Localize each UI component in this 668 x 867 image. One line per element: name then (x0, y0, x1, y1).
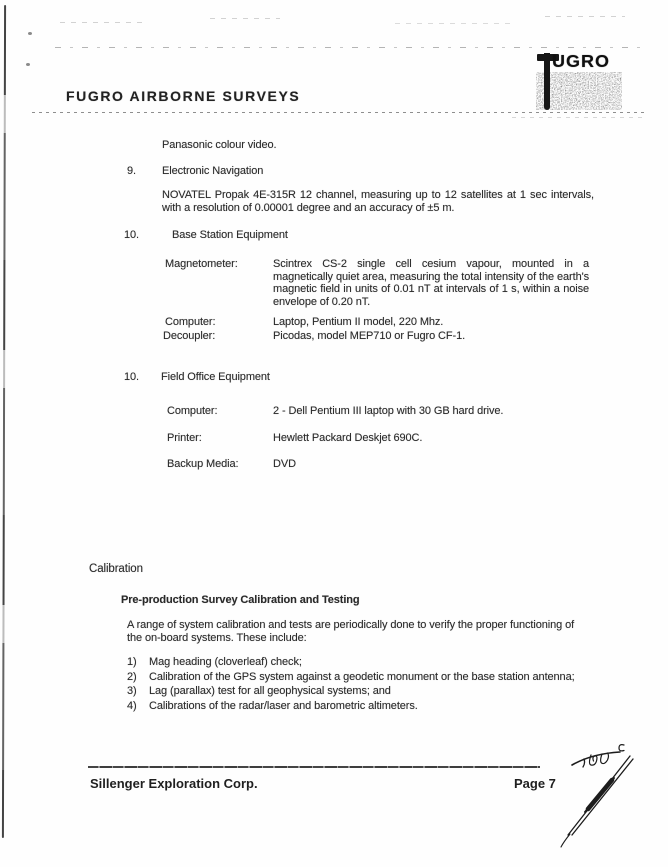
calibration-heading: Calibration (89, 563, 143, 575)
base-station-spec-table (165, 258, 589, 342)
scan-noise-dash (512, 117, 642, 118)
section-10b-title: Field Office Equipment (161, 371, 270, 383)
spec-value: Picodas, model MEP710 or Fugro CF-1. (273, 329, 466, 342)
footer-company: Sillenger Exploration Corp. (90, 776, 258, 791)
spec-row (165, 316, 589, 329)
list-item (127, 671, 599, 683)
footer-page-number: Page 7 (514, 776, 556, 791)
spec-label: Computer: (167, 405, 218, 417)
scan-speck (26, 63, 30, 66)
spec-row (167, 405, 579, 418)
spec-row (167, 458, 579, 471)
scan-edge-line (2, 5, 6, 838)
spec-label: Decoupler: (163, 329, 216, 342)
scan-noise-dash (395, 23, 510, 24)
list-item-number: 3) (127, 685, 137, 697)
section-10a-number: 10. (124, 229, 139, 241)
footer-rule (88, 766, 540, 768)
fugro-logo-f-stem (544, 53, 550, 110)
spec-value: Hewlett Packard Deskjet 690C. (273, 431, 423, 444)
section-9-body: NOVATEL Propak 4E-315R 12 channel, measuring up to 12 satellites at 1 sec intervals, with a resolution of 0.00001 degree and an accuracy of ±5 m. (162, 189, 594, 214)
scan-speck (28, 32, 32, 35)
field-office-spec-table (167, 405, 579, 485)
spec-value: 2 - Dell Pentium III laptop with 30 GB hard drive. (273, 405, 504, 417)
spec-row (165, 330, 589, 343)
spec-label: Printer: (167, 431, 202, 444)
section-10a-title: Base Station Equipment (172, 229, 288, 241)
spec-label: Computer: (165, 316, 216, 328)
scan-noise-dash (210, 18, 280, 19)
section-9-title: Electronic Navigation (162, 165, 264, 177)
list-item (127, 700, 599, 712)
page-title: FUGRO AIRBORNE SURVEYS (66, 88, 301, 104)
list-item-text: Calibrations of the radar/laser and barometric altimeters. (149, 699, 418, 712)
list-item-number: 2) (127, 670, 137, 683)
handwritten-signature (550, 730, 668, 865)
spec-value: DVD (273, 458, 296, 470)
calibration-list (127, 656, 599, 714)
list-item-text: Calibration of the GPS system against a geodetic monument or the base station antenna; (149, 670, 575, 683)
calibration-intro: A range of system calibration and tests are periodically done to verify the proper functioning of the on-board systems. These include: (127, 619, 575, 644)
list-item (127, 685, 599, 697)
list-item (127, 656, 599, 668)
spec-value: Laptop, Pentium II model, 220 Mhz. (273, 316, 444, 328)
fugro-logo-text: UGRO (552, 52, 610, 71)
list-item-text: Mag heading (cloverleaf) check; (149, 656, 302, 668)
top-dashed-rule (55, 47, 643, 48)
scan-noise-dash (60, 22, 145, 23)
intro-line: Panasonic colour video. (162, 139, 277, 151)
spec-value: Scintrex CS-2 single cell cesium vapour, mounted in a magnetically quiet area, measuring the total intensity of the earth's magnetic field in units of 0.01 nT at intervals of 1 s, within a noise envelope of 0.20 nT. (273, 258, 589, 308)
list-item-text: Lag (parallax) test for all geophysical systems; and (149, 685, 391, 697)
list-item-number: 1) (127, 656, 137, 668)
header-rule (32, 112, 648, 113)
spec-label: Magnetometer: (165, 258, 238, 270)
section-10b-number: 10. (124, 371, 139, 383)
scan-noise-dash (545, 16, 625, 17)
list-item-number: 4) (127, 699, 137, 712)
calibration-subheading: Pre-production Survey Calibration and Testing (121, 594, 360, 606)
spec-row (167, 432, 579, 445)
spec-label: Backup Media: (167, 458, 239, 470)
section-9-number: 9. (127, 165, 136, 177)
spec-row (165, 258, 589, 308)
